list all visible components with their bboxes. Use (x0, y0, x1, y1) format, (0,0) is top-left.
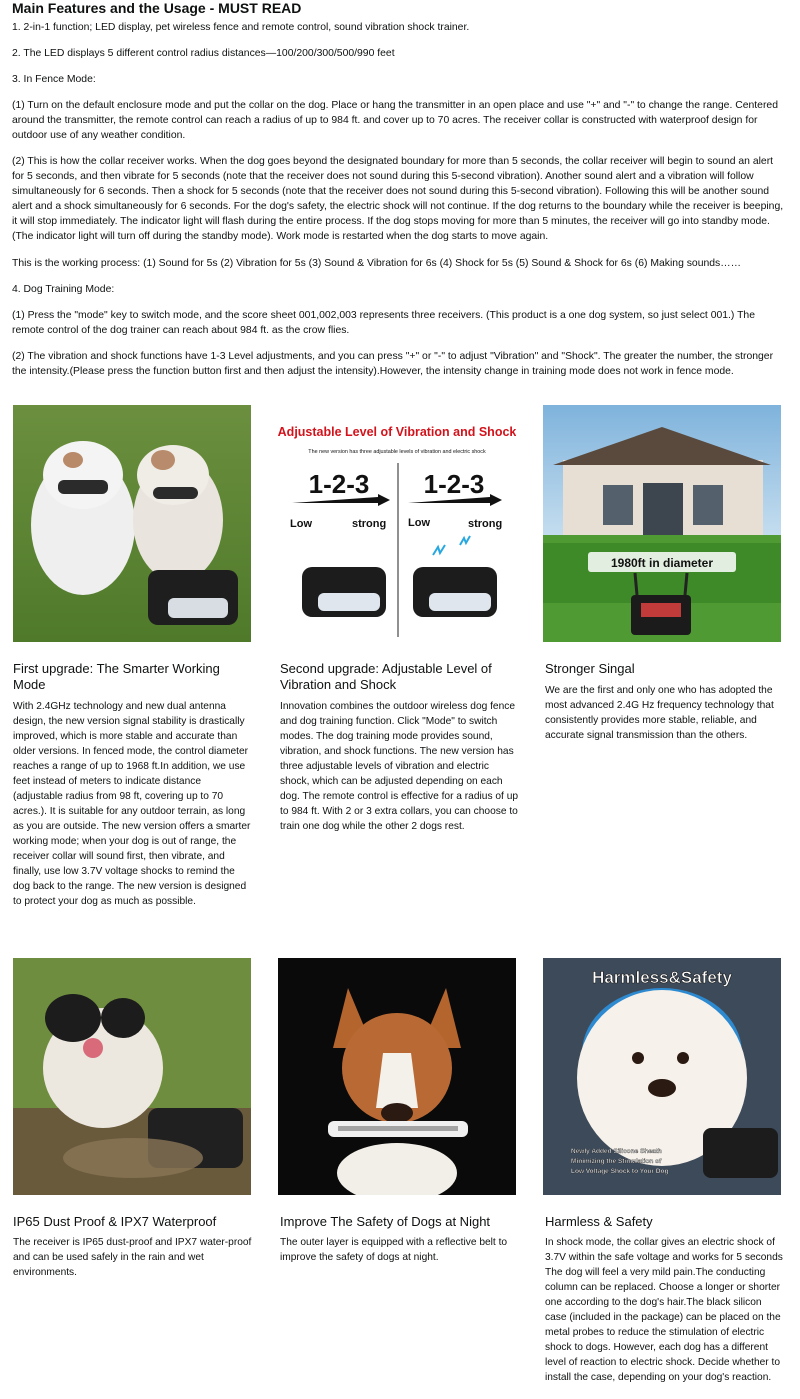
adjustable-levels-image (278, 405, 516, 642)
level-left: 1-2-3 (308, 469, 370, 499)
harmless-banner: Harmless&Safety (592, 968, 732, 987)
adjustable-subtitle: The new version has three adjustable levels of vibration and electric shock (308, 449, 486, 455)
strong-left: strong (352, 518, 387, 530)
feature-paragraph: (1) Turn on the default enclosure mode and put the collar on the dog. Place or hang the transmitter in an open place and use "+" and "-" to change the range. Centered around the transmitter, the remote control can reach a radius of up to 984 ft. and cover up to 70 acres. The receiver collar is constructed with waterproof design for outdoor use of any weather condition. (12, 100, 778, 141)
feature-paragraph: 2. The LED displays 5 different control radius distances—100/200/300/500/990 feet (12, 48, 395, 59)
strong-right: strong (468, 518, 503, 530)
feature-body: Innovation combines the outdoor wireless dog fence and dog training function. Click "Mode" to switch modes. The dog training mode provides sound, vibration, and shock functions. The new version has three adjustable levels of vibration and electric shock, which can be adjusted depending on each dog. The remote control is effective for a radius of up to 984 ft. With 2 or 3 extra collars, you can choose to train one dog while the other 2 dogs rest. (280, 701, 519, 832)
feature-paragraph: 4. Dog Training Mode: (12, 284, 115, 295)
feature-paragraph: 3. In Fence Mode: (12, 74, 96, 85)
feature-body: With 2.4GHz technology and new dual antenna design, the new version signal stability is drastically improved, which is more stable and accurate than older versions. In fenced mode, the control diameter reaches a range of up to 1968 ft.In addition, we use feet instead of meters to indicate distance (adjustable radius from 98 ft, covering up to 70 acres.). It is suitable for any outdoor terrain, as long as you are outside. The new version offers a smarter working mode; when your dog is out of range, the receiver collar will sound first, then vibrate, and finally, use low 3.7V voltage shocks to remind the dog back to the range. The new version is designed to protect your dog as much as possible. (13, 701, 251, 907)
harmless-safety-image (543, 958, 781, 1195)
diameter-label: 1980ft in diameter (610, 556, 714, 570)
feature-body: We are the first and only one who has adopted the most advanced 2.4G Hz frequency technology that consistently provides more stable, reliable, and accurate signal transmission than the others. (545, 685, 774, 741)
silicone-note-line-1: Newly Added Silicone Sheath (571, 1148, 662, 1155)
feature-paragraph: (2) This is how the collar receiver works. When the dog goes beyond the designated boundary for more than 5 seconds, the collar receiver will begin to sound an alert for 5 seconds, and then vibrate for 5 seconds (note that the receiver does not sound during this 5-second vibration). Another sound alert and a vibration will follow simultaneously for 6 seconds. Then a shock for 5 seconds (note that the receiver does not sound during this 5-second vibration). Following this will be another sound alert and a shock simultaneously for 6 seconds. For the dog's safety, the electric shock will not continue. If the dog returns to the boundary while the receiver is beeping, it will stop immediately. The indicator light will flash during the entire process. If the dog stops moving for more than 5 minutes, the receiver will go into standby mode. (The indicator light will turn off during the standby mode). Work mode is restarted when the dog starts to move again. (12, 156, 784, 242)
level-right: 1-2-3 (423, 469, 485, 499)
feature-body: In shock mode, the collar gives an electric shock of 3.7V within the safe voltage and works for 5 seconds The dog will feel a very mild pain.The conducting column can be replaced. Choose a longer or shorter one according to the dog's hair.The black silicon case (included in the package) can be placed on the metal probes to reduce the stimulation of electric shock to dogs. However, each dog has a different level of reaction to electric shock. Decide whether to install the case, depending on your dog's reaction. (545, 1237, 783, 1383)
feature-body: The receiver is IP65 dust-proof and IPX7 water-proof and can be used safely in the rain and wet environments. (13, 1237, 252, 1278)
feature-title: Second upgrade: Adjustable Level of Vibration and Shock (280, 661, 492, 692)
feature-body: The outer layer is equipped with a reflective belt to improve the safety of dogs at night. (280, 1237, 508, 1263)
muddy-dog-image (13, 958, 251, 1195)
low-left: Low (290, 518, 312, 530)
house-fence-image (543, 405, 781, 642)
feature-title: Stronger Singal (545, 661, 635, 676)
feature-title: Improve The Safety of Dogs at Night (280, 1214, 491, 1229)
feature-title: Harmless & Safety (545, 1214, 653, 1229)
feature-paragraph: 1. 2-in-1 function; LED display, pet wireless fence and remote control, sound vibration shock trainer. (12, 22, 470, 33)
silicone-note-line-3: Low Voltage Shock to Your Dog (571, 1168, 669, 1175)
bulldogs-image (13, 405, 251, 642)
section-heading: Main Features and the Usage - MUST READ (12, 0, 302, 16)
night-dog-image (278, 958, 516, 1195)
feature-title: IP65 Dust Proof & IPX7 Waterproof (13, 1214, 217, 1229)
feature-title: First upgrade: The Smarter Working Mode (13, 661, 220, 692)
silicone-note-line-2: Minimizing the Stimulation of (571, 1158, 662, 1165)
feature-paragraph: This is the working process: (1) Sound for 5s (2) Vibration for 5s (3) Sound & Vibration for 6s (4) Shock for 5s (5) Sound & Shock for 6s (6) Making sounds…… (12, 258, 742, 269)
adjustable-title: Adjustable Level of Vibration and Shock (278, 425, 516, 439)
low-right: Low (408, 517, 430, 529)
feature-paragraph: (2) The vibration and shock functions have 1-3 Level adjustments, and you can press "+" or "-" to adjust "Vibration" and "Shock". The greater the number, the stronger the intensity.(Please press the function button first and then adjust the intensity).However, the intensity change in training mode does not work in fence mode. (12, 351, 774, 377)
feature-paragraph: (1) Press the "mode" key to switch mode, and the score sheet 001,002,003 represents three receivers. (This product is a one dog system, so just select 001.) The remote control of the dog trainer can reach about 984 ft. as the crow flies. (12, 310, 755, 336)
